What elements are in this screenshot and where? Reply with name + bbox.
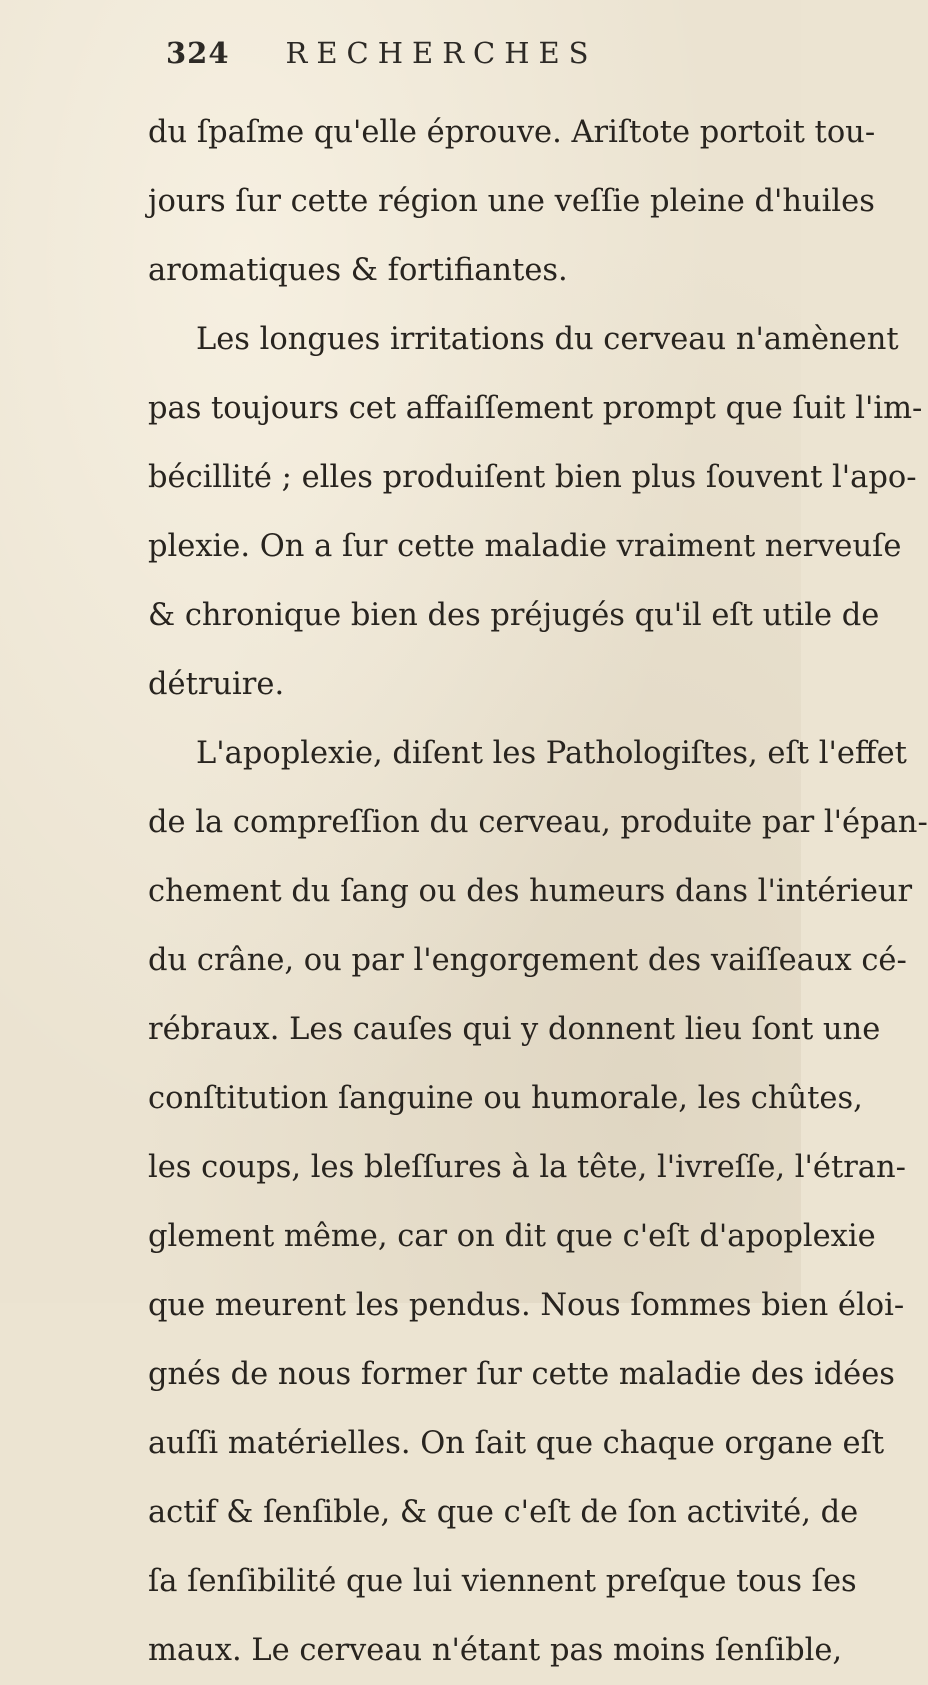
text-line: que meurent les pendus. Nous ſommes bien éloi- bbox=[148, 1288, 905, 1323]
body-text bbox=[148, 98, 928, 1685]
text-line: de la compreſſion du cerveau, produite par l'épan- bbox=[148, 805, 928, 840]
text-line: gnés de nous former ſur cette maladie des idées bbox=[148, 1357, 895, 1392]
page-number: 324 bbox=[166, 36, 230, 70]
text-line: auſſi matérielles. On ſait que chaque organe eſt bbox=[148, 1426, 885, 1461]
text-line: rébraux. Les cauſes qui y donnent lieu ſont une bbox=[148, 1012, 881, 1047]
text-line: les coups, les bleſſures à la tête, l'ivreſſe, l'étran- bbox=[148, 1150, 906, 1185]
text-line: du crâne, ou par l'engorgement des vaiſſeaux cé- bbox=[148, 943, 907, 978]
text-line: & chronique bien des préjugés qu'il eſt utile de bbox=[148, 598, 880, 633]
text-line: pas toujours cet affaiſſement prompt que ſuit l'im- bbox=[148, 391, 923, 426]
paragraph-start-line: Les longues irritations du cerveau n'amènent bbox=[196, 322, 899, 357]
paragraph-start-line: L'apoplexie, diſent les Pathologiſtes, eſt l'effet bbox=[196, 736, 907, 771]
text-line: glement même, car on dit que c'eſt d'apoplexie bbox=[148, 1219, 876, 1254]
running-title: RECHERCHES bbox=[285, 36, 598, 70]
text-line: plexie. On a ſur cette maladie vraiment nerveuſe bbox=[148, 529, 902, 564]
text-line: du ſpaſme qu'elle éprouve. Ariſtote portoit tou- bbox=[148, 115, 876, 150]
text-line: aromatiques & fortifiantes. bbox=[148, 253, 568, 288]
text-line: chement du ſang ou des humeurs dans l'intérieur bbox=[148, 874, 913, 909]
text-line: maux. Le cerveau n'étant pas moins ſenſible, bbox=[148, 1633, 843, 1668]
running-head bbox=[166, 36, 598, 80]
text-line: bécillité ; elles produiſent bien plus ſouvent l'apo- bbox=[148, 460, 917, 495]
text-line: conſtitution ſanguine ou humorale, les chûtes, bbox=[148, 1081, 863, 1116]
text-line: détruire. bbox=[148, 667, 285, 702]
text-line: actif & ſenſible, & que c'eſt de ſon activité, de bbox=[148, 1495, 859, 1530]
text-line: ſa ſenſibilité que lui viennent preſque tous ſes bbox=[148, 1564, 857, 1599]
text-line: jours ſur cette région une veſſie pleine d'huiles bbox=[148, 184, 875, 219]
